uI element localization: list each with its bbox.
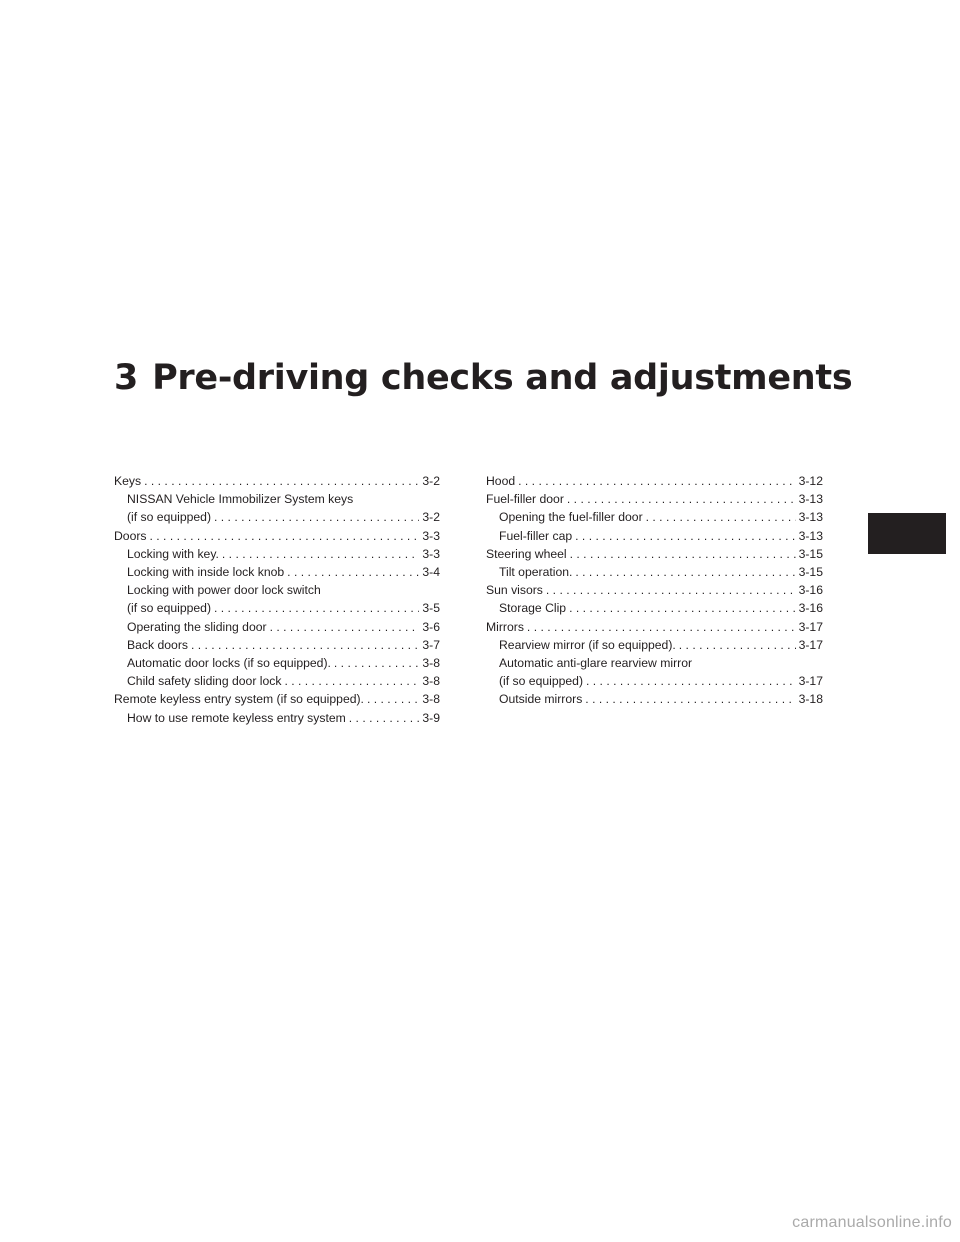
toc-page-number: 3-13	[798, 510, 823, 525]
dot-leader	[150, 527, 420, 545]
toc-entry[interactable]	[486, 490, 823, 508]
toc-page-number: 3-3	[422, 528, 440, 543]
toc-page-number: 3-15	[798, 546, 823, 561]
toc-entry-label: Outside mirrors	[499, 692, 583, 707]
toc-entry[interactable]	[486, 563, 823, 581]
dot-leader	[367, 690, 419, 708]
toc-entry[interactable]	[486, 472, 823, 490]
toc-page-number: 3-2	[422, 474, 440, 488]
dot-leader	[570, 545, 796, 563]
toc-entry-label: Locking with power door lock switch	[127, 583, 321, 598]
dot-leader	[679, 636, 796, 654]
dot-leader	[144, 472, 419, 490]
toc-entry-label: Fuel-filler cap	[499, 528, 573, 543]
toc-entry[interactable]	[486, 581, 823, 599]
toc-page-number: 3-16	[798, 601, 823, 616]
toc-entry-label: Doors	[114, 528, 147, 543]
toc-entry[interactable]	[114, 618, 440, 636]
toc-entry-label: Tilt operation.	[499, 565, 573, 580]
toc-entry[interactable]	[114, 654, 440, 672]
toc-left-column	[114, 472, 440, 727]
toc-page-number: 3-8	[422, 692, 440, 707]
chapter-number: 3	[114, 358, 139, 398]
toc-entry-label: Mirrors	[486, 619, 524, 634]
toc-entry-label: Steering wheel	[486, 546, 567, 561]
toc-entry-label: Automatic anti-glare rearview mirror	[499, 656, 693, 671]
toc-entry-label: Back doors	[127, 637, 188, 652]
toc-page-number: 3-13	[798, 528, 823, 543]
dot-leader	[284, 672, 419, 690]
toc-page-number: 3-8	[422, 656, 440, 671]
toc-entry-label: NISSAN Vehicle Immobilizer System keys	[127, 492, 354, 507]
chapter-tab-marker	[868, 513, 946, 554]
dot-leader	[646, 508, 796, 526]
toc-entry-label: Locking with inside lock knob	[127, 565, 285, 580]
dot-leader	[287, 563, 419, 581]
dot-leader	[575, 527, 795, 545]
toc-entry-label: (if so equipped)	[127, 601, 212, 616]
dot-leader	[585, 690, 795, 708]
toc-entry-label: How to use remote keyless entry system	[127, 710, 346, 725]
toc-entry-label: Hood	[486, 474, 516, 488]
toc-entry[interactable]	[486, 654, 823, 690]
dot-leader	[191, 636, 419, 654]
dot-leader	[546, 581, 796, 599]
toc-entry-label: Sun visors	[486, 583, 543, 598]
toc-entry[interactable]	[114, 690, 440, 708]
toc-page-number: 3-12	[798, 474, 823, 488]
chapter-title	[114, 358, 852, 398]
dot-leader	[575, 563, 795, 581]
toc-page-number: 3-18	[798, 692, 823, 707]
toc-page-number: 3-17	[798, 637, 823, 652]
toc-entry-label: Remote keyless entry system (if so equipped).	[114, 692, 364, 707]
toc-entry-label: (if so equipped)	[127, 510, 212, 525]
toc-page-number: 3-17	[798, 619, 823, 634]
toc-entry[interactable]	[486, 508, 823, 526]
toc-entry[interactable]	[486, 599, 823, 617]
chapter-title-text: Pre-driving checks and adjustments	[152, 358, 853, 398]
toc-page-number: 3-16	[798, 583, 823, 598]
toc-page-number: 3-3	[422, 546, 440, 561]
toc-entry[interactable]	[114, 581, 440, 617]
toc-page-number: 3-4	[422, 565, 440, 580]
toc-page-number: 3-6	[422, 619, 440, 634]
dot-leader	[270, 618, 420, 636]
dot-leader	[214, 508, 419, 526]
dot-leader	[518, 472, 795, 490]
dot-leader	[349, 709, 420, 727]
toc-page-number: 3-2	[422, 510, 440, 525]
dot-leader	[586, 672, 796, 690]
toc-page-number: 3-13	[798, 492, 823, 507]
toc-entry[interactable]	[486, 545, 823, 563]
toc-entry[interactable]	[114, 636, 440, 654]
toc-page-number: 3-8	[422, 674, 440, 689]
toc-entry[interactable]	[114, 490, 440, 526]
dot-leader	[222, 545, 419, 563]
toc-entry[interactable]	[486, 618, 823, 636]
toc-entry[interactable]	[114, 527, 440, 545]
toc-entry-label: Child safety sliding door lock	[127, 674, 282, 689]
toc-entry-label: Locking with key.	[127, 546, 219, 561]
dot-leader	[569, 599, 796, 617]
dot-leader	[214, 599, 419, 617]
toc-page-number: 3-7	[422, 637, 440, 652]
toc-page-number: 3-15	[798, 565, 823, 580]
toc-entry-label: Rearview mirror (if so equipped).	[499, 637, 676, 652]
toc-entry-label: Opening the fuel-filler door	[499, 510, 643, 525]
toc-page-number: 3-9	[422, 710, 440, 725]
toc-entry[interactable]	[114, 545, 440, 563]
toc-entry-label: Fuel-filler door	[486, 492, 564, 507]
toc-page-number: 3-17	[798, 674, 823, 689]
dot-leader	[567, 490, 796, 508]
toc-entry-label: Storage Clip	[499, 601, 567, 616]
dot-leader	[527, 618, 796, 636]
toc-entry-label: (if so equipped)	[499, 674, 584, 689]
dot-leader	[334, 654, 419, 672]
toc-entry-label: Automatic door locks (if so equipped).	[127, 656, 331, 671]
toc-entry-label: Operating the sliding door	[127, 619, 267, 634]
toc-entry[interactable]	[114, 709, 440, 727]
toc-entry[interactable]	[486, 527, 823, 545]
toc-page-number: 3-5	[422, 601, 440, 616]
toc-entry[interactable]	[114, 472, 440, 490]
toc-entry[interactable]	[486, 636, 823, 654]
toc-entry[interactable]	[114, 672, 440, 690]
toc-entry[interactable]	[486, 690, 823, 708]
toc-entry[interactable]	[114, 563, 440, 581]
toc-right-column	[486, 472, 823, 709]
toc-entry-label: Keys	[114, 474, 142, 488]
watermark: carmanualsonline.info	[792, 1214, 952, 1231]
